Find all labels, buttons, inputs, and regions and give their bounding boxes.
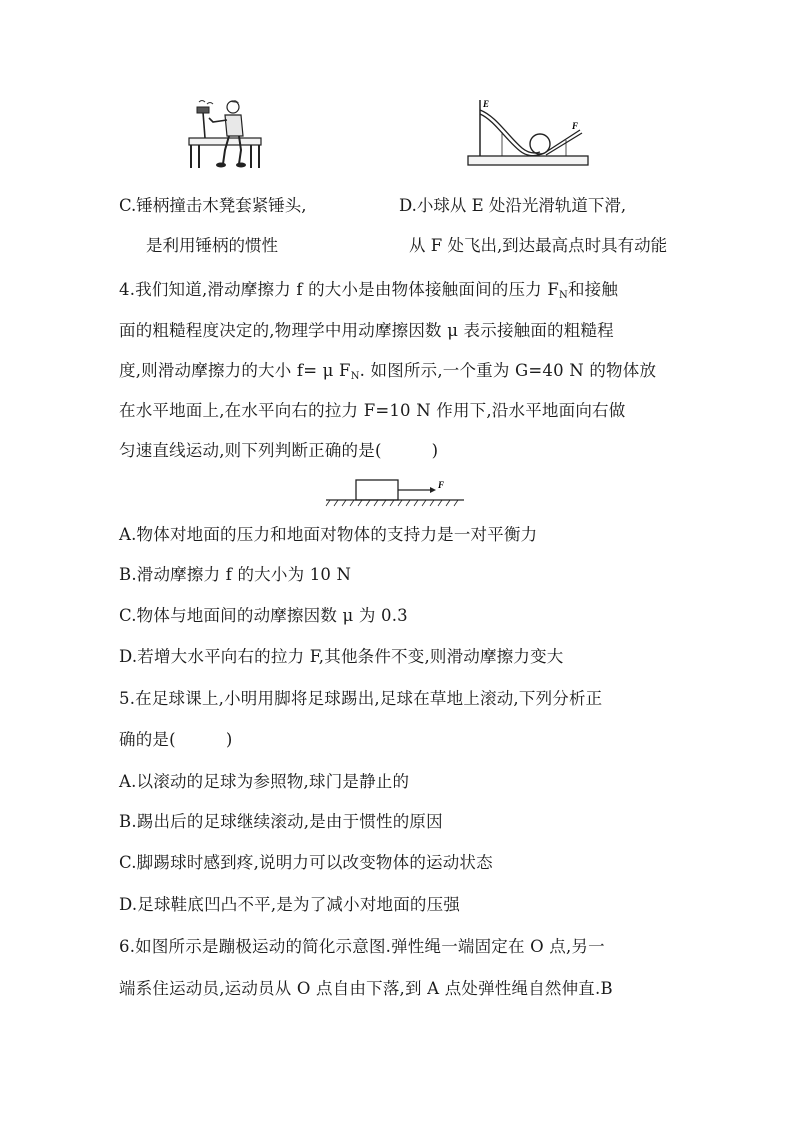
q4-option-d: D.若增大水平向右的拉力 F,其他条件不变,则滑动摩擦力变大 — [119, 647, 564, 666]
hammer-bench-illustration — [185, 98, 265, 170]
q5-line-2: 确的是( ) — [119, 730, 233, 749]
q5-option-a: A.以滚动的足球为参照物,球门是静止的 — [119, 772, 410, 791]
q5-option-b: B.踢出后的足球继续滚动,是由于惯性的原因 — [119, 812, 443, 831]
q4-line-3-tail: . 如图所示,一个重为 G=40 N 的物体放 — [359, 361, 657, 380]
q4-line-3-text: 度,则滑动摩擦力的大小 f= μ F — [119, 361, 351, 380]
option-d-caption-line1: D.小球从 E 处沿光滑轨道下滑, — [399, 196, 627, 215]
q4-option-b: B.滑动摩擦力 f 的大小为 10 N — [119, 565, 352, 584]
q5-option-c: C.脚踢球时感到疼,说明力可以改变物体的运动状态 — [119, 853, 493, 872]
option-c-caption-line1: C.锤柄撞击木凳套紧锤头, — [119, 196, 307, 215]
q4-line-3-sub: N — [350, 371, 360, 382]
option-d-caption-line2: 从 F 处飞出,到达最高点时具有动能 — [409, 236, 668, 255]
q4-option-c: C.物体与地面间的动摩擦因数 μ 为 0.3 — [119, 606, 408, 625]
q4-option-a: A.物体对地面的压力和地面对物体的支持力是一对平衡力 — [119, 525, 538, 544]
q4-line-3 — [119, 357, 656, 382]
force-f-label: F — [438, 480, 445, 490]
q4-line-1-tail: 和接触 — [567, 280, 619, 299]
q6-line-1: 6.如图所示是蹦极运动的简化示意图.弹性绳一端固定在 O 点,另一 — [119, 937, 605, 956]
label-e: E — [483, 99, 490, 109]
q4-line-1-text: 4.我们知道,滑动摩擦力 f 的大小是由物体接触面间的压力 F — [119, 280, 559, 299]
label-f: F — [572, 121, 579, 131]
q4-line-1-sub: N — [558, 290, 568, 301]
q4-line-2: 面的粗糙程度决定的,物理学中用动摩擦因数 μ 表示接触面的粗糙程 — [119, 321, 614, 340]
q4-line-1 — [119, 276, 618, 301]
option-c-caption-line2: 是利用锤柄的惯性 — [146, 236, 278, 255]
q4-line-5: 匀速直线运动,则下列判断正确的是( ) — [119, 441, 439, 460]
q4-line-4: 在水平地面上,在水平向右的拉力 F=10 N 作用下,沿水平地面向右做 — [119, 401, 626, 420]
block-force-diagram — [324, 474, 474, 508]
q5-line-1: 5.在足球课上,小明用脚将足球踢出,足球在草地上滚动,下列分析正 — [119, 689, 603, 708]
loop-track-illustration — [462, 96, 592, 172]
q5-option-d: D.足球鞋底凹凸不平,是为了减小对地面的压强 — [119, 895, 461, 914]
q6-line-2: 端系住运动员,运动员从 O 点自由下落,到 A 点处弹性绳自然伸直.B — [119, 979, 613, 998]
